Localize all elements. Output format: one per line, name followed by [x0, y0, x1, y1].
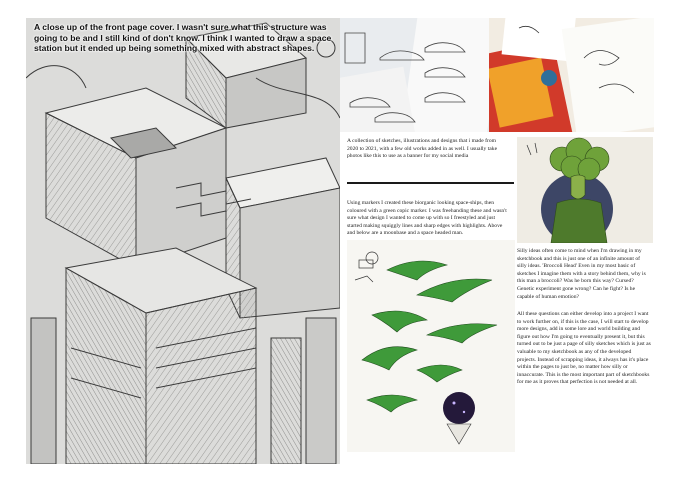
broccoli-head-sketch-photo	[517, 137, 653, 243]
cover-closeup-caption: A close up of the front page cover. I wasn't sure what this structure was going to be and I still kind of don't know. I think I wanted to draw a space station but it ended up being something mixed with abstract shapes.	[34, 22, 332, 54]
spaceship-sketch-photo	[347, 240, 515, 452]
space-station-sketch-photo	[26, 18, 340, 464]
illustrations-photo	[489, 18, 654, 132]
section-divider	[347, 182, 514, 184]
collection-description: A collection of sketches, illustrations and designs that i made from 2020 to 2021, with a few old works added in as well. I usually take photos like this to use as a banner for my social media	[347, 138, 498, 160]
markers-description: Using markers I created these biorganic looking space-ships, then coloured with a green copic marker. I was freehanding these and wasn't sure what design I wanted to come up with so I freestyled and just started making squiggly lines and sharp edges with highlights. Above and below are a moonbase and a space headed man.	[347, 200, 507, 237]
broccoli-head-description: Silly ideas often come to mind when I'm drawing in my sketchbook and this is just one of an infinite amount of silly ideas. 'Broccoli Head' Even in my most basic of sketches I imagine them with a story behind them, why is this man a broccoli? Was he born this way? Cursed? Genetic experiment gone wrong? Can he fight? Is he capable of human emotion?	[517, 248, 646, 300]
silly-ideas-description: All these questions can either develop into a project I want to work further on, if this is the case, I will start to develop more designs, add in some lore and world building and figure out how I'm going to eventually present it, but this turned out to be just a page of silly sketches which is just as valuable to my sketchbook as any of the developed projects. Instead of scrapping ideas, it always has it's place within the pages to just be, no matter how silly or innaccurate. This is the most important part of sketchbooks for me as it proves that perfection is not needed at all.	[517, 311, 651, 386]
car-sketches-photo	[340, 18, 489, 132]
